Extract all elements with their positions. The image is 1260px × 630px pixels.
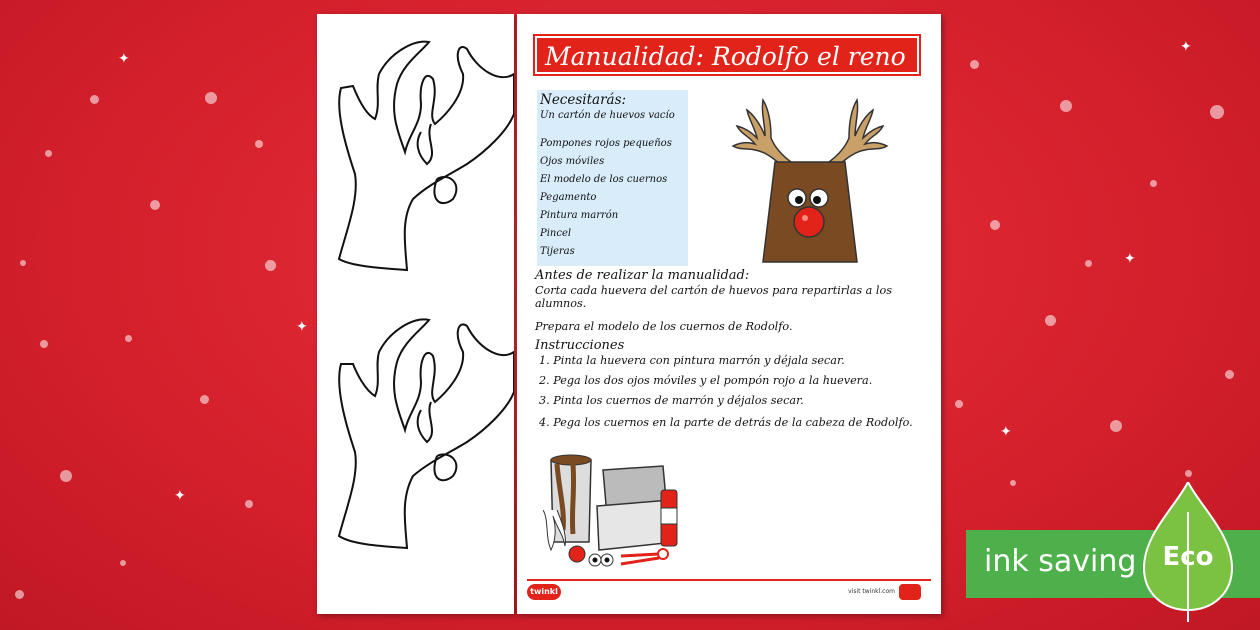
instruction-step: 4. Pega los cuernos en la parte de detrás de la cabeza de Rodolfo. (539, 416, 913, 429)
material-item: Pompones rojos pequeños (540, 138, 672, 149)
antler-template-illustration (317, 14, 514, 614)
footer-divider (527, 579, 931, 581)
before-paragraph: Prepara el modelo de los cuernos de Rodolfo. (535, 320, 793, 333)
supplies-illustration (543, 450, 691, 570)
twinkl-badge (899, 584, 921, 600)
ink-saving-label: ink saving (984, 544, 1137, 579)
twinkl-logo: twinkl (527, 584, 561, 600)
before-heading: Antes de realizar la manualidad: (535, 268, 750, 283)
material-item: Ojos móviles (540, 156, 605, 167)
material-item: Un cartón de huevos vacío (540, 110, 675, 121)
instruction-step: 3. Pinta los cuernos de marrón y déjalos secar. (539, 394, 804, 407)
antler-outline-bottom (339, 319, 514, 548)
material-item: Tijeras (540, 246, 575, 257)
materials-box (537, 90, 688, 266)
instruction-step: 2. Pega los dos ojos móviles y el pompón rojo a la huevera. (539, 374, 873, 387)
antler-outline-top (339, 42, 514, 270)
materials-heading: Necesitarás: (540, 92, 627, 108)
material-item: Pegamento (540, 192, 597, 203)
reindeer-illustration (727, 90, 893, 266)
instructions-heading: Instrucciones (535, 338, 625, 353)
instructions-sheet (517, 14, 941, 614)
material-item: Pincel (540, 228, 572, 239)
instruction-step: 1. Pinta la huevera con pintura marrón y déjala secar. (539, 354, 845, 367)
page-title: Manualidad: Rodolfo el reno (535, 36, 919, 74)
material-item: El modelo de los cuernos (540, 174, 668, 185)
antler-template-sheet (317, 14, 514, 614)
eco-label: Eco (1162, 542, 1214, 572)
footer-url: visit twinkl.com (848, 588, 895, 595)
before-paragraph: Corta cada huevera del cartón de huevos para repartirlas a los alumnos. (535, 284, 892, 310)
material-item: Pintura marrón (540, 210, 619, 221)
